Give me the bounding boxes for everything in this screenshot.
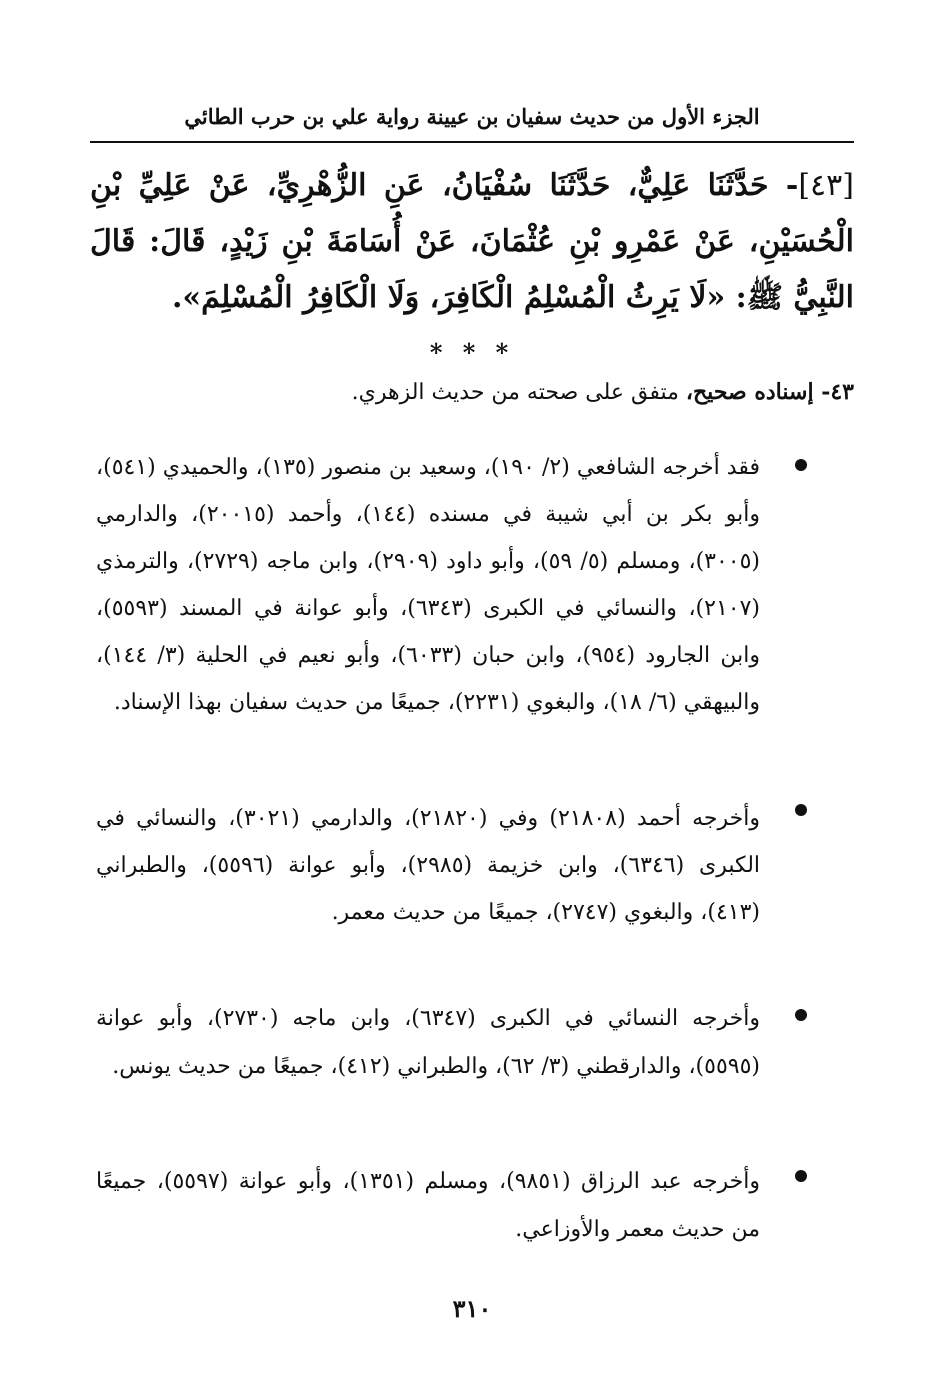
bullet-dot-icon <box>795 1009 807 1021</box>
page-number: ٣١٠ <box>452 1294 492 1323</box>
bullet-dot-icon <box>795 459 807 471</box>
bullet-dot-icon <box>795 1170 807 1182</box>
takhrij-bullet-4: وأخرجه عبد الرزاق (٩٨٥١)، ومسلم (١٣٥١)، وأبو عوانة (٥٥٩٧)، جميعًا من حديث معمر والأوزاعي. <box>96 1169 760 1242</box>
hadith-text <box>90 158 854 326</box>
grading-text: متفق على صحته من حديث الزهري. <box>351 380 686 405</box>
hadith-body: - حَدَّثَنَا عَلِيٌّ، حَدَّثَنَا سُفْيَانُ، عَنِ الزُّهْرِيِّ، عَنْ عَلِيِّ بْنِ الْحُسَيْنِ، عَنْ عَمْرِو بْنِ عُثْمَانَ، عَنْ أُسَامَةَ بْنِ زَيْدٍ، قَالَ: قَالَ النَّبِيُّ ﷺ: «لَا يَرِثُ الْمُسْلِمُ الْكَافِرَ، وَلَا الْكَافِرُ الْمُسْلِمَ». <box>90 168 854 315</box>
grading-line <box>90 378 854 407</box>
takhrij-bullet-3: وأخرجه النسائي في الكبرى (٦٣٤٧)، وابن ماجه (٢٧٣٠)، وأبو عوانة (٥٥٩٥)، والدارقطني (٣/ ٦٢)، والطبراني (٤١٢)، جميعًا من حديث يونس. <box>96 1006 761 1079</box>
hadith-number: [٤٣] <box>798 168 854 203</box>
bullet-dot-icon <box>795 804 807 816</box>
section-separator: * * * <box>429 338 515 367</box>
grading-label: ٤٣- إسناده صحيح، <box>685 379 854 405</box>
running-header: الجزء الأول من حديث سفيان بن عيينة رواية علي بن حرب الطائي <box>184 104 760 129</box>
header-rule <box>90 141 854 143</box>
takhrij-bullet-1: فقد أخرجه الشافعي (٢/ ١٩٠)، وسعيد بن منصور (١٣٥)، والحميدي (٥٤١)، وأبو بكر بن أبي شيبة في مسنده (١٤٤)، وأحمد (٢٠٠١٥)، والدارمي (٣٠٠٥)، ومسلم (٥/ ٥٩)، وأبو داود (٢٩٠٩)، وابن ماجه (٢٧٢٩)، والترمذي (٢١٠٧)، والنسائي في الكبرى (٦٣٤٣)، وأبو عوانة في المسند (٥٥٩٣)، وابن الجارود (٩٥٤)، وابن حبان (٦٠٣٣)، وأبو نعيم في الحلية (٣/ ١٤٤)، والبيهقي (٦/ ١٨)، والبغوي (٢٢٣١)، جميعًا من حديث سفيان بهذا الإسناد. <box>96 455 761 716</box>
takhrij-bullet-2: وأخرجه أحمد (٢١٨٠٨) وفي (٢١٨٢٠)، والدارمي (٣٠٢١)، والنسائي في الكبرى (٦٣٤٦)، وابن خزيمة (٢٩٨٥)، وأبو عوانة (٥٥٩٦)، والطبراني (٤١٣)، والبغوي (٢٧٤٧)، جميعًا من حديث معمر. <box>96 806 761 925</box>
